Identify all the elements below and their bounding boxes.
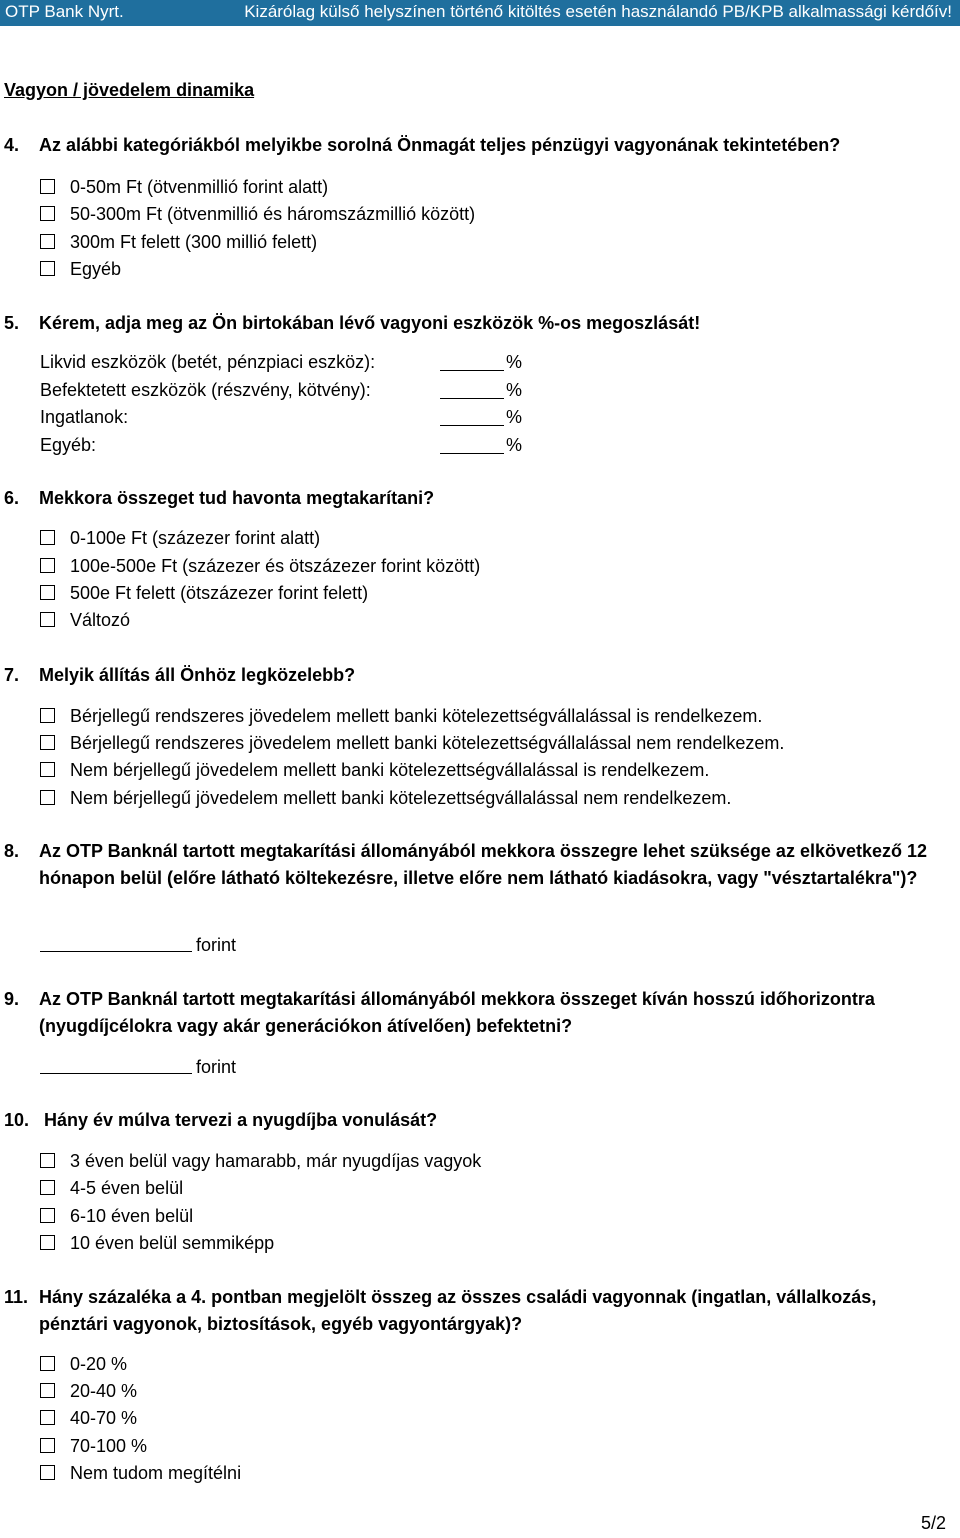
checkbox[interactable] <box>40 735 55 750</box>
checkbox[interactable] <box>40 790 55 805</box>
q4-option-1[interactable] <box>40 176 328 198</box>
q10-option-2[interactable] <box>40 1177 183 1199</box>
checkbox[interactable] <box>40 1465 55 1480</box>
q8-amount-input[interactable] <box>40 934 192 952</box>
question-text: Az OTP Banknál tartott megtakarítási állományából mekkora összeget kíván hosszú időhorizontra (nyugdíjcélokra vagy akár generációkon átívelően) befektetni? <box>39 989 875 1036</box>
checkbox[interactable] <box>40 1410 55 1425</box>
allocation-input-other[interactable] <box>440 436 504 454</box>
checkbox[interactable] <box>40 762 55 777</box>
question-number: 6. <box>4 488 20 508</box>
question-text: Melyik állítás áll Önhöz legközelebb? <box>39 665 356 685</box>
option-label: 0-50m Ft (ötvenmillió forint alatt) <box>70 177 329 197</box>
checkbox[interactable] <box>40 179 55 194</box>
checkbox[interactable] <box>40 558 55 573</box>
question-text: Hány százaléka a 4. pontban megjelölt összeg az összes családi vagyonnak (ingatlan, vállalkozás, pénztári vagyonok, biztosítások, egyéb vagyontárgyak)? <box>39 1287 877 1334</box>
allocation-label-real-estate: Ingatlanok: <box>40 407 129 427</box>
q7-option-3[interactable] <box>40 759 709 781</box>
q10-option-4[interactable] <box>40 1232 274 1254</box>
q6-option-2[interactable] <box>40 555 480 577</box>
checkbox[interactable] <box>40 261 55 276</box>
checkbox[interactable] <box>40 1383 55 1398</box>
question-text: Kérem, adja meg az Ön birtokában lévő vagyoni eszközök %-os megoszlását! <box>39 313 701 333</box>
option-label: 40-70 % <box>70 1408 138 1428</box>
option-label: 3 éven belül vagy hamarabb, már nyugdíjas vagyok <box>70 1151 482 1171</box>
checkbox[interactable] <box>40 612 55 627</box>
option-label: 300m Ft felett (300 millió felett) <box>70 232 318 252</box>
q6-option-3[interactable] <box>40 582 368 604</box>
option-label: 100e-500e Ft (százezer és ötszázezer forint között) <box>70 556 481 576</box>
question-number: 5. <box>4 313 20 333</box>
q7-option-1[interactable] <box>40 705 762 727</box>
q7-option-2[interactable] <box>40 732 784 754</box>
q11-option-5[interactable] <box>40 1462 241 1484</box>
q4-option-2[interactable] <box>40 203 475 225</box>
question-text: Az alábbi kategóriákból melyikbe sorolná Önmagát teljes pénzügyi vagyonának tekintetében? <box>39 135 841 155</box>
checkbox[interactable] <box>40 1153 55 1168</box>
question-number: 11. <box>4 1287 29 1307</box>
q11-option-3[interactable] <box>40 1407 137 1429</box>
allocation-label-invested: Befektetett eszközök (részvény, kötvény): <box>40 380 371 400</box>
checkbox[interactable] <box>40 1235 55 1250</box>
q9-unit: forint <box>196 1057 237 1077</box>
q6-option-4[interactable] <box>40 609 130 631</box>
checkbox[interactable] <box>40 1208 55 1223</box>
q4-option-3[interactable] <box>40 231 317 253</box>
header-form-notice: Kizárólag külső helyszínen történő kitöltés esetén használandó PB/KPB alkalmassági kérdőív! <box>244 2 952 21</box>
option-label: Nem bérjellegű jövedelem mellett banki kötelezettségvállalással nem rendelkezem. <box>70 788 732 808</box>
q8-unit: forint <box>196 935 237 955</box>
checkbox[interactable] <box>40 1438 55 1453</box>
option-label: Nem bérjellegű jövedelem mellett banki kötelezettségvállalással is rendelkezem. <box>70 760 710 780</box>
checkbox[interactable] <box>40 530 55 545</box>
allocation-label-liquid: Likvid eszközök (betét, pénzpiaci eszköz): <box>40 352 376 372</box>
allocation-input-liquid[interactable] <box>440 353 504 371</box>
option-label: Bérjellegű rendszeres jövedelem mellett banki kötelezettségvállalással nem rendelkezem. <box>70 733 785 753</box>
allocation-label-other: Egyéb: <box>40 435 97 455</box>
question-number: 4. <box>4 135 20 155</box>
checkbox[interactable] <box>40 234 55 249</box>
option-label: Változó <box>70 610 131 630</box>
q6-option-1[interactable] <box>40 527 320 549</box>
option-label: 0-20 % <box>70 1354 128 1374</box>
checkbox[interactable] <box>40 206 55 221</box>
option-label: Nem tudom megítélni <box>70 1463 242 1483</box>
option-label: 500e Ft felett (ötszázezer forint felett) <box>70 583 369 603</box>
checkbox[interactable] <box>40 585 55 600</box>
q10-option-3[interactable] <box>40 1205 193 1227</box>
question-number: 8. <box>4 841 20 861</box>
question-number: 7. <box>4 665 20 685</box>
option-label: 20-40 % <box>70 1381 138 1401</box>
page-number: 5/2 <box>920 1513 946 1533</box>
option-label: 50-300m Ft (ötvenmillió és háromszázmillió között) <box>70 204 476 224</box>
option-label: 4-5 éven belül <box>70 1178 184 1198</box>
q4-option-4[interactable] <box>40 258 121 280</box>
option-label: 10 éven belül semmiképp <box>70 1233 275 1253</box>
option-label: Egyéb <box>70 259 122 279</box>
percent-sign: % <box>506 407 523 427</box>
checkbox[interactable] <box>40 1180 55 1195</box>
allocation-input-invested[interactable] <box>440 381 504 399</box>
header-bank-name: OTP Bank Nyrt. <box>5 2 124 21</box>
checkbox[interactable] <box>40 708 55 723</box>
question-text: Mekkora összeget tud havonta megtakarítani? <box>39 488 435 508</box>
percent-sign: % <box>506 435 523 455</box>
section-title: Vagyon / jövedelem dinamika <box>4 80 255 100</box>
option-label: 0-100e Ft (százezer forint alatt) <box>70 528 321 548</box>
option-label: 6-10 éven belül <box>70 1206 194 1226</box>
percent-sign: % <box>506 352 523 372</box>
document-header <box>0 0 960 26</box>
question-text: Hány év múlva tervezi a nyugdíjba vonulását? <box>44 1110 438 1130</box>
percent-sign: % <box>506 380 523 400</box>
question-number: 9. <box>4 989 20 1009</box>
q11-option-2[interactable] <box>40 1380 137 1402</box>
q7-option-4[interactable] <box>40 787 731 809</box>
option-label: Bérjellegű rendszeres jövedelem mellett banki kötelezettségvállalással is rendelkezem. <box>70 706 763 726</box>
q11-option-1[interactable] <box>40 1353 127 1375</box>
q9-amount-input[interactable] <box>40 1056 192 1074</box>
q10-option-1[interactable] <box>40 1150 481 1172</box>
allocation-input-real-estate[interactable] <box>440 408 504 426</box>
checkbox[interactable] <box>40 1356 55 1371</box>
q11-option-4[interactable] <box>40 1435 147 1457</box>
option-label: 70-100 % <box>70 1436 148 1456</box>
question-number: 10. <box>4 1110 30 1130</box>
question-text: Az OTP Banknál tartott megtakarítási állományából mekkora összegre lehet szüksége az elkövetkező 12 hónapon belül (előre látható költekezésre, illetve előre nem látható kiadásokra, vagy "vésztartalékra")? <box>39 841 928 888</box>
